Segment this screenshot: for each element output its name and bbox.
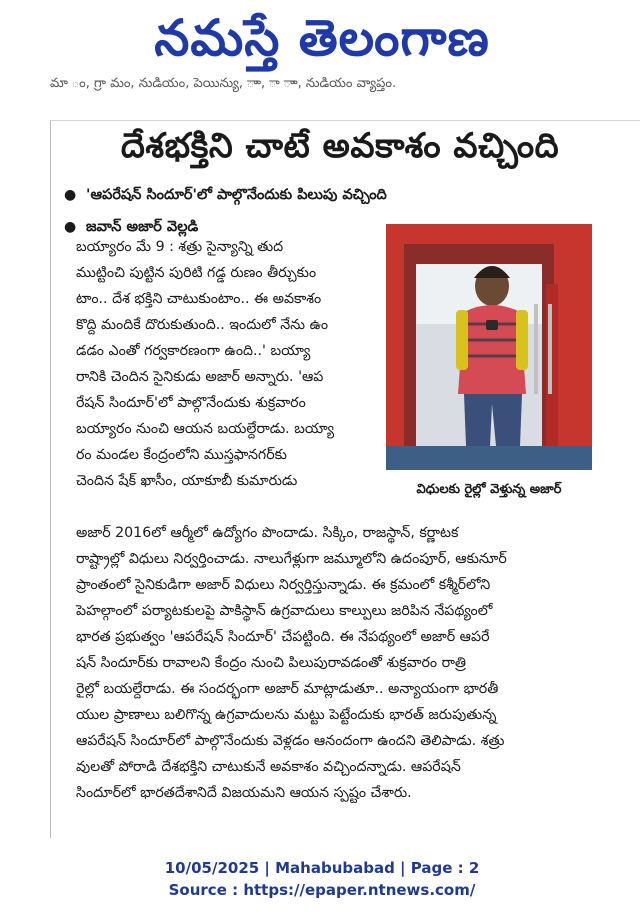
body-wide-4: భారత ప్రభుత్వం 'ఆపరేషన్ సిందూర్' చేపట్టింది. ఈ నేపథ్యంలో అజార్ ఆపరే <box>76 629 490 645</box>
body-narrow-3: కొద్ది మందికే దొరుకుతుంది.. ఇందులో నేను ఉం <box>76 317 329 333</box>
body-wide-3: పెహల్గాంలో పర్యాటకులపై పాకిస్థాన్ ఉగ్రవాదులు కాల్పులు జరిపిన నేపథ్యంలో <box>76 603 493 619</box>
body-wide-9: వులతో పోరాడి దేశభక్తిని చాటుకునే అవకాశం వచ్చిందన్నాడు. ఆపరేషన్ <box>76 759 461 775</box>
masthead-title: నమస్తే తెలంగాణ <box>154 8 490 67</box>
body-narrow-9: చెందిన షేక్ ఖాసీం, యాకూబీ కుమారుడు <box>76 473 298 489</box>
body-narrow-7: బయ్యారం నుంచి ఆయన బయల్దేరాడు. బయ్యా <box>76 421 335 437</box>
body-wide-6: రైల్లో బయల్దేరాడు. ఈ సందర్భంగా అజార్ మాట్లాడుతూ.. అన్యాయంగా భారతీ <box>76 681 499 697</box>
body-wide-7: యుల ప్రాణాలు బలిగొన్న ఉగ్రవాదులను మట్టు పెట్టేందుకు భారత్ జరుపుతున్న <box>76 707 497 723</box>
bullet-icon: ● <box>64 187 77 203</box>
body-wide-0: అజార్ 2016లో ఆర్మీలో ఉద్యోగం పొందాడు. సిక్కిం, రాజస్థాన్, కర్ణాటక <box>76 525 459 541</box>
article-headline: దేశభక్తిని చాటే అవకాశం వచ్చింది <box>120 126 560 166</box>
body-narrow-6: రేషన్ సిందూర్'లో పాల్గొనేందుకు శుక్రవారం <box>76 395 306 411</box>
article-photo <box>386 224 592 470</box>
soldier-on-train-photo <box>386 224 592 470</box>
body-narrow-8: రం మండల కేంద్రంలోని ముస్తఫానగర్‌కు <box>76 447 287 463</box>
bullet-icon: ● <box>64 219 77 235</box>
body-narrow-0: బయ్యారం మే 9 : శత్రు సైన్యాన్ని తుద <box>76 239 284 255</box>
article-frame-left <box>50 120 51 838</box>
subhead-1: ● 'ఆపరేషన్ సిందూర్'లో పాల్గొనేందుకు పిలుపు వచ్చింది <box>64 182 387 208</box>
body-wide-2: ప్రాంతంలో సైనికుడిగా అజార్ విధులు నిర్వర్తిస్తున్నాడు. ఈ క్రమంలో కశ్మీర్‌లోని <box>76 577 491 593</box>
body-wide-8: ఆపరేషన్ సిందూర్‌లో పాల్గొనేందుకు వెళ్లడం ఆనందంగా ఉందని తెలిపాడు. శత్రు <box>76 733 505 749</box>
body-wide-5: షన్ సిందూర్‌కు రావాలని కేంద్రం నుంచి పిలుపురావడంతో శుక్రవారం రాత్రి <box>76 655 466 671</box>
body-narrow-5: రానికి చెందిన సైనికుడు అజార్ అన్నారు. 'ఆప <box>76 369 324 385</box>
body-wide-1: రాష్ట్రాల్లో విధులు నిర్వర్తించాడు. నాలుగేళ్లుగా జమ్మూలోని ఉదంపూర్, ఆకునూర్ <box>76 551 507 567</box>
footer-source: Source : https://epaper.ntnews.com/ <box>168 881 476 899</box>
masthead <box>0 0 644 80</box>
previous-article-cutline: మా ం, గ్రా మం, నుడియం, పెయిన్యు, ాా, ా ాా, నుడియం వ్యాప్తం. <box>50 76 397 91</box>
subhead-2: ● జవాన్ అజార్ వెల్లడి <box>64 214 198 240</box>
body-wide-10: సిందూర్‌లో భారతదేశానిదే విజయమని ఆయన స్పష్టం చేశారు. <box>76 785 412 801</box>
photo-caption: విధులకు రైల్లో వెళ్తున్న అజార్ <box>416 482 562 497</box>
body-narrow-4: డడం ఎంతో గర్వకారణంగా ఉంది..' బయ్యా <box>76 343 311 359</box>
footer-meta: 10/05/2025 | Mahabubabad | Page : 2 <box>164 859 480 877</box>
body-narrow-1: ముట్టించి పుట్టిన పురిటి గడ్డ రుణం తీర్చుకుం <box>76 265 317 281</box>
body-narrow-2: టాం.. దేశ భక్తిని చాటుకుంటాం.. ఈ అవకాశం <box>76 291 322 307</box>
